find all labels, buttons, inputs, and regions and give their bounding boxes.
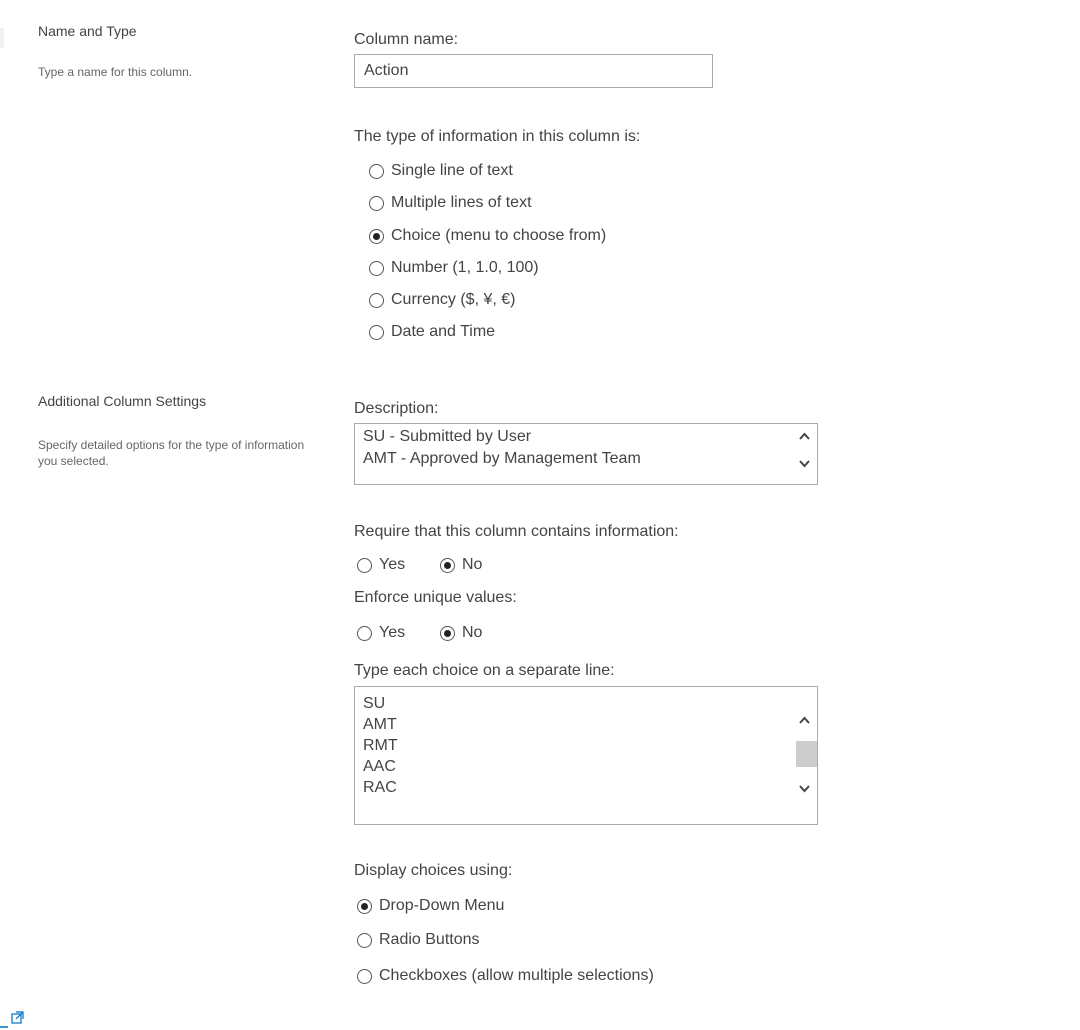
choice-line: AMT	[363, 716, 397, 733]
type-option-label: Single line of text	[391, 162, 513, 179]
display-option-checkboxes[interactable]	[357, 967, 654, 985]
description-line: AMT - Approved by Management Team	[363, 450, 641, 467]
radio-button-selected[interactable]	[440, 626, 455, 641]
column-name-value: Action	[364, 62, 409, 79]
radio-button[interactable]	[357, 626, 372, 641]
unique-label: Enforce unique values:	[354, 589, 517, 606]
choices-textarea[interactable]	[354, 686, 818, 825]
unique-option-label: Yes	[379, 624, 406, 641]
require-option-label: Yes	[379, 556, 406, 573]
external-link-icon[interactable]	[0, 1008, 26, 1028]
choice-line: SU	[363, 695, 386, 712]
type-option-currency[interactable]	[369, 291, 515, 309]
display-option-dropdown[interactable]	[357, 897, 504, 915]
radio-button-selected[interactable]	[440, 558, 455, 573]
radio-button[interactable]	[357, 969, 372, 984]
description-scrollbar[interactable]	[793, 424, 817, 484]
radio-button-selected[interactable]	[369, 229, 384, 244]
display-option-label: Radio Buttons	[379, 931, 480, 948]
choice-line: RAC	[363, 779, 397, 796]
radio-button[interactable]	[369, 164, 384, 179]
choice-line: AAC	[363, 758, 396, 775]
column-name-label: Column name:	[354, 31, 459, 48]
description-label: Description:	[354, 400, 439, 417]
choice-line: RMT	[363, 737, 398, 754]
type-option-label: Multiple lines of text	[391, 194, 532, 211]
choices-text	[363, 693, 789, 798]
type-option-label: Currency ($, ¥, €)	[391, 291, 516, 308]
chevron-up-icon[interactable]	[799, 431, 810, 442]
chevron-down-icon[interactable]	[799, 458, 810, 469]
name-type-section-title: Name and Type	[38, 23, 137, 39]
left-accent-bar	[0, 28, 4, 48]
require-option-label: No	[462, 556, 483, 573]
description-textarea[interactable]	[354, 423, 818, 485]
additional-settings-section-description: Specify detailed options for the type of information you selected.	[38, 438, 305, 468]
radio-button[interactable]	[369, 261, 384, 276]
description-text	[363, 426, 789, 470]
type-option-label: Number (1, 1.0, 100)	[391, 259, 539, 276]
display-option-radio-buttons[interactable]	[357, 931, 480, 949]
chevron-up-icon[interactable]	[799, 715, 810, 726]
require-label: Require that this column contains information:	[354, 523, 679, 540]
unique-option-label: No	[462, 624, 483, 641]
column-name-input[interactable]	[354, 54, 713, 88]
unique-option-yes[interactable]	[357, 624, 405, 642]
description-line: SU - Submitted by User	[363, 428, 532, 445]
require-option-no[interactable]	[440, 556, 482, 574]
type-option-number[interactable]	[369, 259, 539, 277]
type-option-single-line[interactable]	[369, 162, 513, 180]
chevron-down-icon[interactable]	[799, 783, 810, 794]
additional-settings-section-title: Additional Column Settings	[38, 393, 207, 409]
type-option-choice[interactable]	[369, 227, 606, 245]
name-type-section-description: Type a name for this column.	[38, 65, 193, 79]
type-option-multiple-lines[interactable]	[369, 194, 532, 212]
radio-button[interactable]	[357, 933, 372, 948]
radio-button[interactable]	[369, 196, 384, 211]
display-option-label: Checkboxes (allow multiple selections)	[379, 967, 654, 984]
choices-label: Type each choice on a separate line:	[354, 662, 615, 679]
radio-button[interactable]	[357, 558, 372, 573]
display-label: Display choices using:	[354, 862, 513, 879]
type-label: The type of information in this column is:	[354, 128, 641, 145]
type-option-date-time[interactable]	[369, 323, 495, 341]
radio-button[interactable]	[369, 293, 384, 308]
radio-button[interactable]	[369, 325, 384, 340]
scrollbar-thumb[interactable]	[796, 741, 817, 767]
require-option-yes[interactable]	[357, 556, 405, 574]
radio-button-selected[interactable]	[357, 899, 372, 914]
type-option-label: Date and Time	[391, 323, 496, 340]
choices-scrollbar[interactable]	[793, 687, 817, 824]
type-option-label: Choice (menu to choose from)	[391, 227, 607, 244]
display-option-label: Drop-Down Menu	[379, 897, 505, 914]
unique-option-no[interactable]	[440, 624, 482, 642]
